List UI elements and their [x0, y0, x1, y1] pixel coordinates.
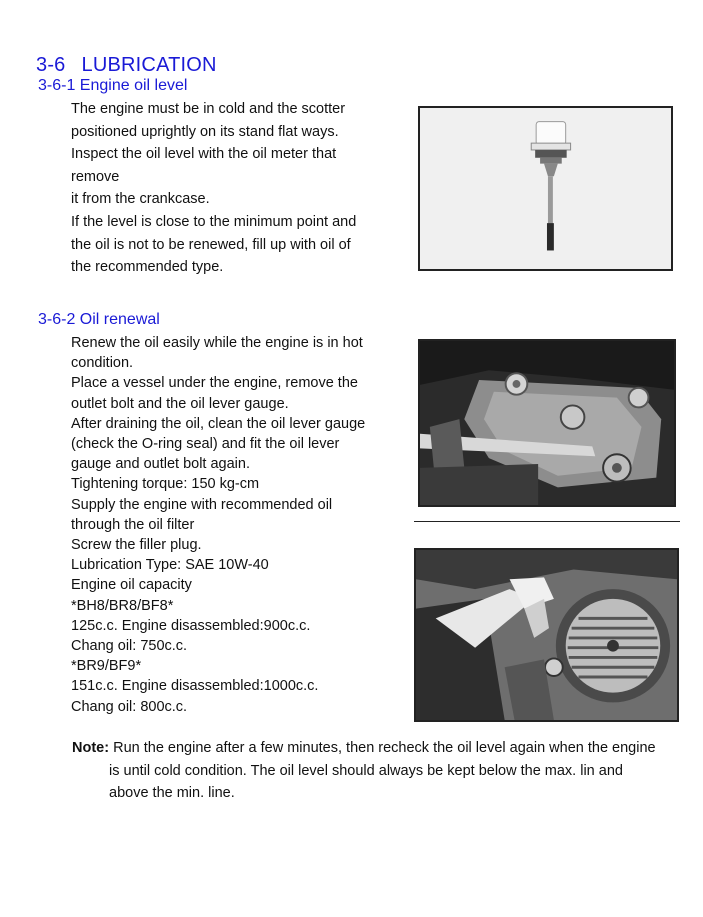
paragraph-line: Screw the filler plug.: [71, 537, 202, 554]
outlet-bolt-photo: [418, 339, 676, 507]
note-line: Run the engine after a few minutes, then recheck the oil level again when the engine: [113, 740, 656, 756]
paragraph-line: After draining the oil, clean the oil lever gauge: [71, 415, 366, 432]
note-block: [72, 737, 687, 805]
paragraph-line: Lubrication Type: SAE 10W-40: [71, 557, 269, 574]
oil-level-heading: 3-6-1 Engine oil level: [38, 77, 188, 94]
paragraph-line: Renew the oil easily while the engine is in hot: [71, 335, 363, 351]
note-label: Note:: [72, 740, 110, 756]
paragraph-line: Place a vessel under the engine, remove the: [71, 375, 358, 392]
paragraph-line: If the level is close to the minimum point and: [71, 213, 357, 230]
paragraph-line: (check the O-ring seal) and fit the oil lever: [71, 436, 340, 453]
paragraph-line: positioned uprightly on its stand flat ways.: [71, 123, 339, 140]
paragraph-line: the recommended type.: [71, 259, 224, 276]
note-line: above the min. line.: [109, 785, 235, 801]
paragraph-line: it from the crankcase.: [71, 191, 210, 208]
paragraph-line: 125c.c. Engine disassembled:900c.c.: [71, 617, 311, 634]
note-line: is until cold condition. The oil level should always be kept below the max. lin and: [109, 762, 623, 779]
paragraph-line: gauge and outlet bolt again.: [71, 456, 250, 473]
oil-renewal-heading: 3-6-2 Oil renewal: [38, 311, 160, 328]
paragraph-line: Chang oil: 750c.c.: [71, 638, 188, 655]
dipstick-photo: [418, 106, 673, 271]
paragraph-line: outlet bolt and the oil lever gauge.: [71, 395, 289, 412]
paragraph-line: *BR9/BF9*: [71, 658, 142, 675]
paragraph-line: *BH8/BR8/BF8*: [71, 597, 174, 614]
paragraph-line: Engine oil capacity: [71, 577, 192, 594]
paragraph-line: through the oil filter: [71, 516, 195, 533]
oil-filling-photo: [414, 548, 679, 722]
oil-level-text: [71, 98, 356, 279]
divider-line: [414, 521, 680, 522]
paragraph-line: condition.: [71, 355, 134, 372]
paragraph-line: 151c.c. Engine disassembled:1000c.c.: [71, 678, 319, 695]
paragraph-line: Inspect the oil level with the oil meter that: [71, 146, 337, 163]
paragraph-line: Chang oil: 800c.c.: [71, 698, 188, 715]
section-number: 3-6: [36, 54, 66, 76]
paragraph-line: Supply the engine with recommended oil: [71, 496, 333, 513]
section-heading: [36, 54, 217, 77]
section-title: LUBRICATION: [81, 54, 217, 76]
oil-renewal-text: [71, 333, 365, 717]
paragraph-line: The engine must be in cold and the scotter: [71, 101, 346, 117]
paragraph-line: remove: [71, 168, 120, 185]
paragraph-line: Tightening torque: 150 kg-cm: [71, 476, 260, 493]
paragraph-line: the oil is not to be renewed, fill up with oil of: [71, 236, 351, 253]
